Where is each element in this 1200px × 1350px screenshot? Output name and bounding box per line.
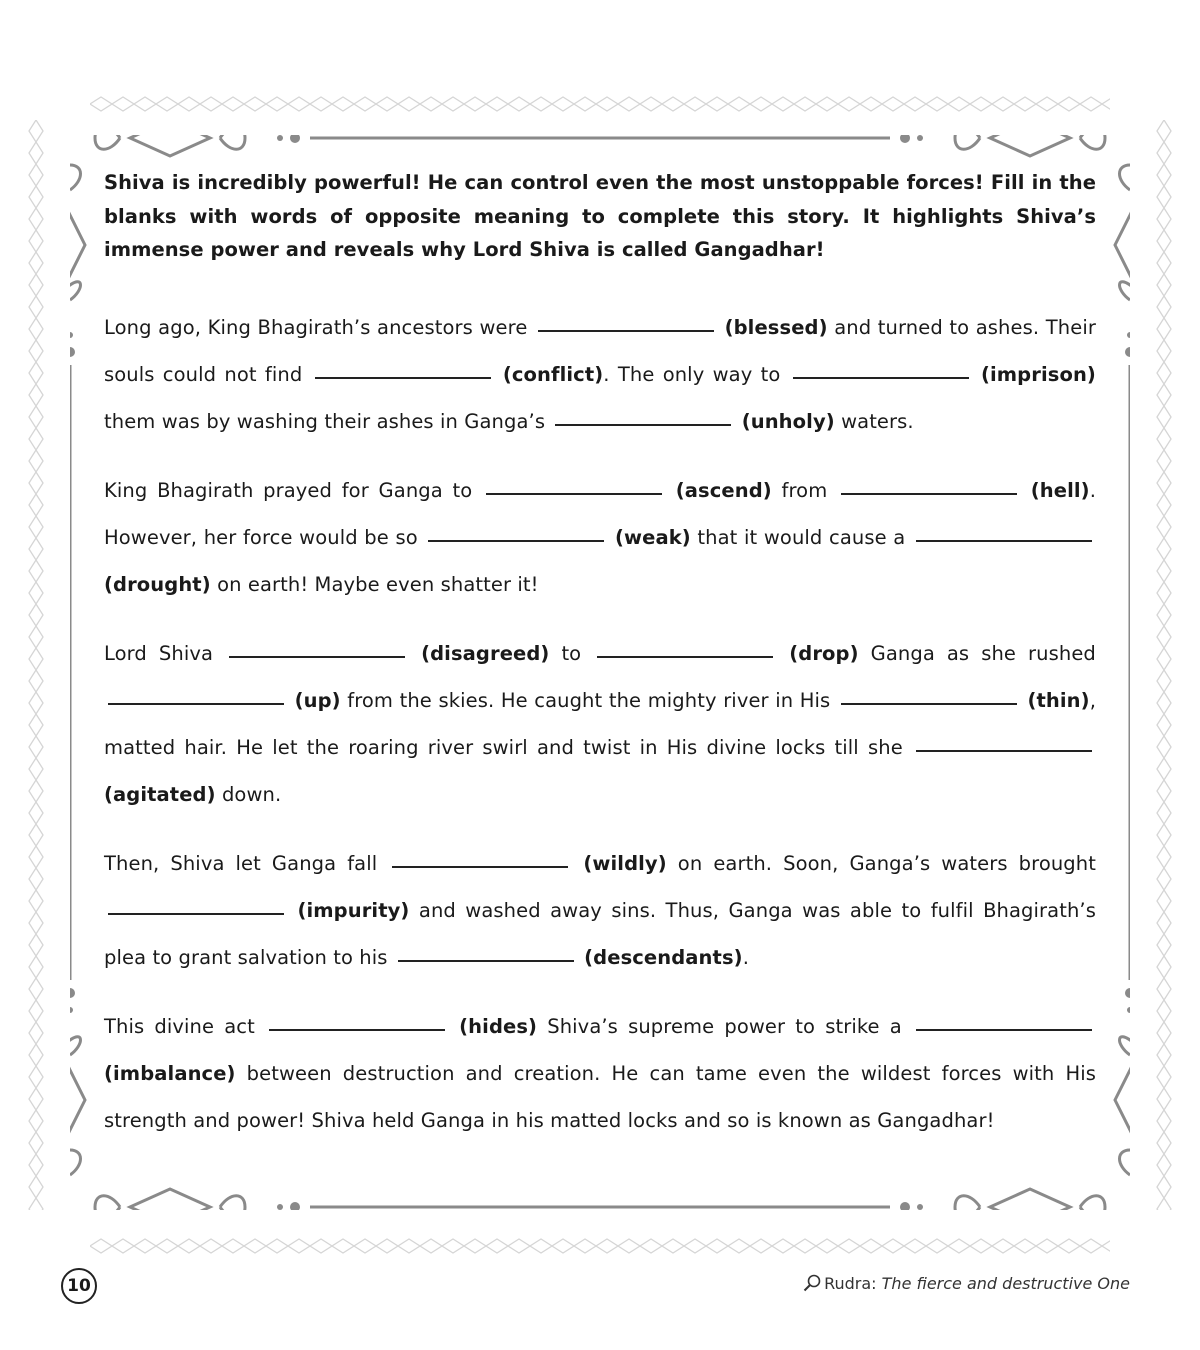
answer-blank[interactable]	[269, 1028, 445, 1031]
story-paragraph-2: King Bhagirath prayed for Ganga to (ascend) from (hell). However, her force would be so (weak) that it would cause a (drought) on earth! Maybe even shatter it!	[104, 478, 1096, 596]
hint-word: (imbalance)	[104, 1061, 236, 1085]
worksheet-content	[104, 166, 1096, 1144]
hint-word: (drought)	[104, 572, 211, 596]
answer-blank[interactable]	[398, 959, 574, 962]
answer-blank[interactable]	[229, 655, 405, 658]
page-number: 10	[61, 1268, 97, 1304]
answer-blank[interactable]	[841, 492, 1017, 495]
hint-word: (blessed)	[724, 315, 828, 339]
hint-word: (wildly)	[583, 851, 667, 875]
story-paragraph-5: This divine act (hides) Shiva’s supreme power to strike a (imbalance) between destruction and creation. He can tame even the wildest forces with His strength and power! Shiva held Ganga in his matted locks and so is known as Gangadhar!	[104, 1014, 1096, 1132]
book-title-italic: The fierce and destructive One	[881, 1274, 1130, 1293]
hint-word: (disagreed)	[421, 641, 550, 665]
book-title	[803, 1274, 1130, 1296]
answer-blank[interactable]	[392, 865, 568, 868]
story-paragraph-1: Long ago, King Bhagirath’s ancestors were (blessed) and turned to ashes. Their souls could not find (conflict). The only way to (imprison) them was by washing their ashes in Ganga’s (unholy) waters.	[104, 315, 1096, 433]
magnifier-icon	[803, 1274, 821, 1296]
answer-blank[interactable]	[841, 702, 1017, 705]
story-paragraph-3: Lord Shiva (disagreed) to (drop) Ganga as she rushed (up) from the skies. He caught the mighty river in His (thin), matted hair. He let the roaring river swirl and twist in His divine locks till she (agitated) down.	[104, 641, 1096, 806]
answer-blank[interactable]	[597, 655, 773, 658]
hint-word: (agitated)	[104, 782, 216, 806]
top-trellis-band	[90, 96, 1110, 112]
hint-word: (thin)	[1027, 688, 1090, 712]
book-title-bold: Rudra:	[824, 1274, 877, 1293]
hint-word: (hides)	[459, 1014, 538, 1038]
hint-word: (conflict)	[502, 362, 604, 386]
answer-blank[interactable]	[916, 1028, 1092, 1031]
hint-word: (up)	[294, 688, 341, 712]
bottom-trellis-band	[90, 1238, 1110, 1254]
hint-word: (impurity)	[297, 898, 410, 922]
left-trellis-band	[28, 120, 44, 1210]
answer-blank[interactable]	[486, 492, 662, 495]
hint-word: (hell)	[1030, 478, 1090, 502]
answer-blank[interactable]	[108, 912, 284, 915]
answer-blank[interactable]	[428, 539, 604, 542]
right-trellis-band	[1156, 120, 1172, 1210]
story-paragraph-4: Then, Shiva let Ganga fall (wildly) on earth. Soon, Ganga’s waters brought (impurity) and washed away sins. Thus, Ganga was able to fulfil Bhagirath’s plea to grant salvation to his (descendants).	[104, 851, 1096, 969]
instructions: Shiva is incredibly powerful! He can control even the most unstoppable forces! Fill in the blanks with words of opposite meaning to complete this story. It highlights Shiva’s immense power and reveals why Lord Shiva is called Gangadhar!	[104, 171, 1096, 261]
answer-blank[interactable]	[916, 539, 1092, 542]
answer-blank[interactable]	[555, 423, 731, 426]
hint-word: (descendants)	[584, 945, 743, 969]
answer-blank[interactable]	[108, 702, 284, 705]
hint-word: (weak)	[615, 525, 691, 549]
answer-blank[interactable]	[793, 376, 969, 379]
answer-blank[interactable]	[916, 749, 1092, 752]
hint-word: (ascend)	[675, 478, 772, 502]
answer-blank[interactable]	[538, 329, 714, 332]
answer-blank[interactable]	[315, 376, 491, 379]
hint-word: (unholy)	[741, 409, 835, 433]
hint-word: (imprison)	[980, 362, 1096, 386]
hint-word: (drop)	[789, 641, 859, 665]
